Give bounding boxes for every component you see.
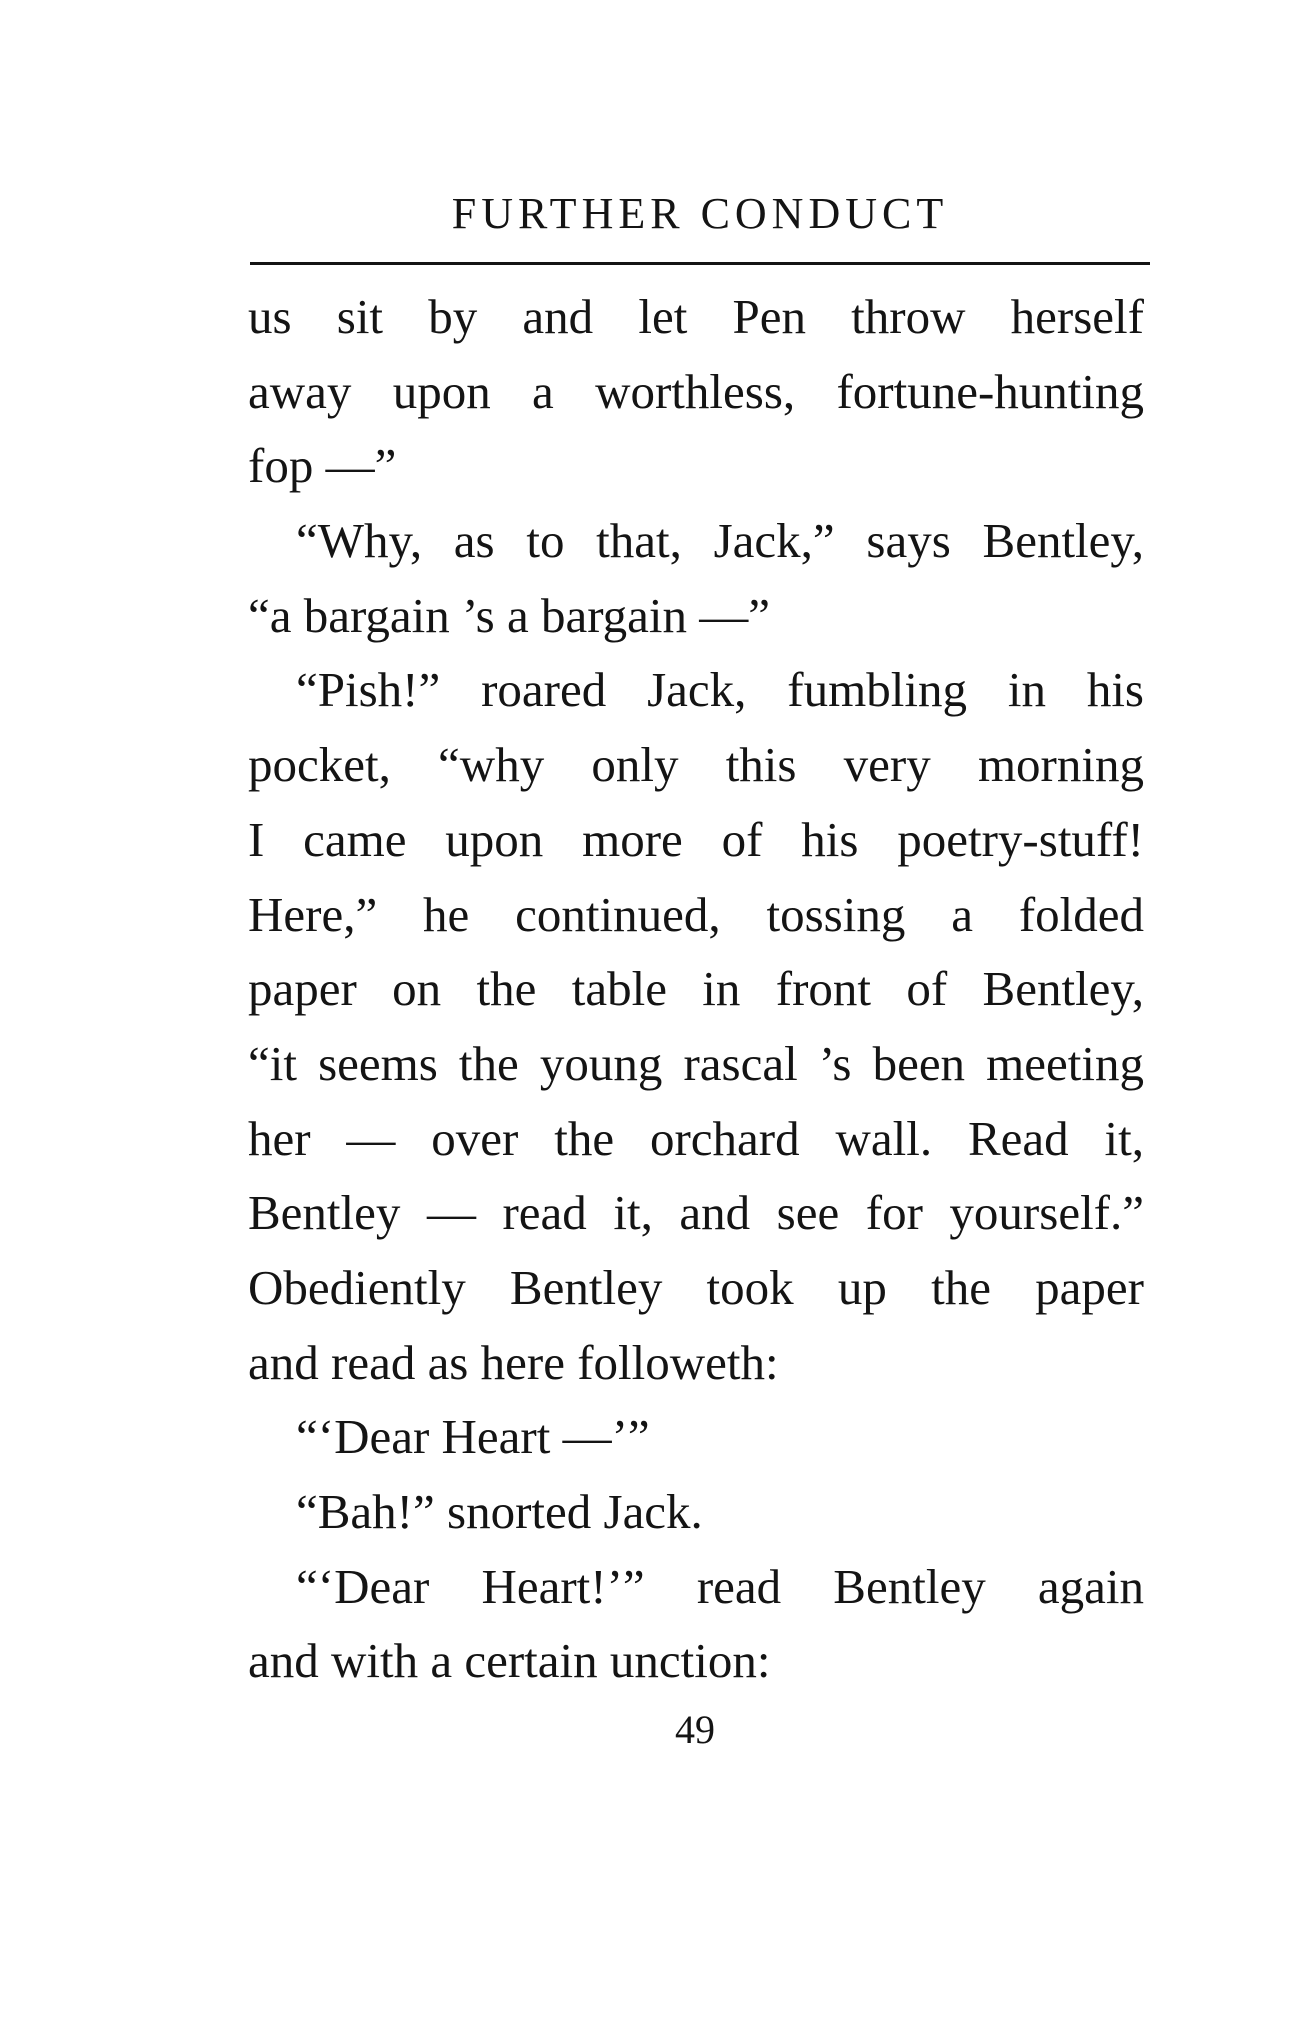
- text-line: paper on the table in front of Bentley,: [248, 961, 1144, 1017]
- text-line: Obediently Bentley took up the paper: [248, 1259, 1144, 1315]
- text-line: us sit by and let Pen throw herself: [248, 289, 1144, 344]
- text-line: “Why, as to that, Jack,” says Bentley,: [296, 513, 1144, 569]
- header-rule: [250, 262, 1150, 265]
- text-line: and with a certain unction:: [248, 1633, 771, 1689]
- text-line: and read as here followeth:: [248, 1334, 779, 1390]
- text-line: “‘Dear Heart —’”: [296, 1409, 650, 1465]
- text-line: fop —”: [248, 438, 397, 494]
- text-line: “‘Dear Heart!’” read Bentley again: [296, 1558, 1144, 1614]
- text-line: I came upon more of his poetry-stuff!: [248, 811, 1144, 867]
- text-line: “Pish!” roared Jack, fumbling in his: [296, 662, 1144, 718]
- text-line: “Bah!” snorted Jack.: [296, 1484, 703, 1539]
- page-number: 49: [675, 1707, 715, 1752]
- text-line: her — over the orchard wall. Read it,: [248, 1110, 1144, 1166]
- text-line: Here,” he continued, tossing a folded: [248, 886, 1144, 942]
- text-line: away upon a worthless, fortune-hunting: [248, 363, 1144, 419]
- text-line: Bentley — read it, and see for yourself.”: [248, 1185, 1144, 1241]
- text-line: pocket, “why only this very morning: [248, 737, 1144, 793]
- text-line: “it seems the young rascal ’s been meeting: [248, 1035, 1144, 1091]
- body-text: [248, 280, 1144, 1699]
- text-line: “a bargain ’s a bargain —”: [248, 587, 771, 643]
- running-head: FURTHER CONDUCT: [451, 189, 949, 238]
